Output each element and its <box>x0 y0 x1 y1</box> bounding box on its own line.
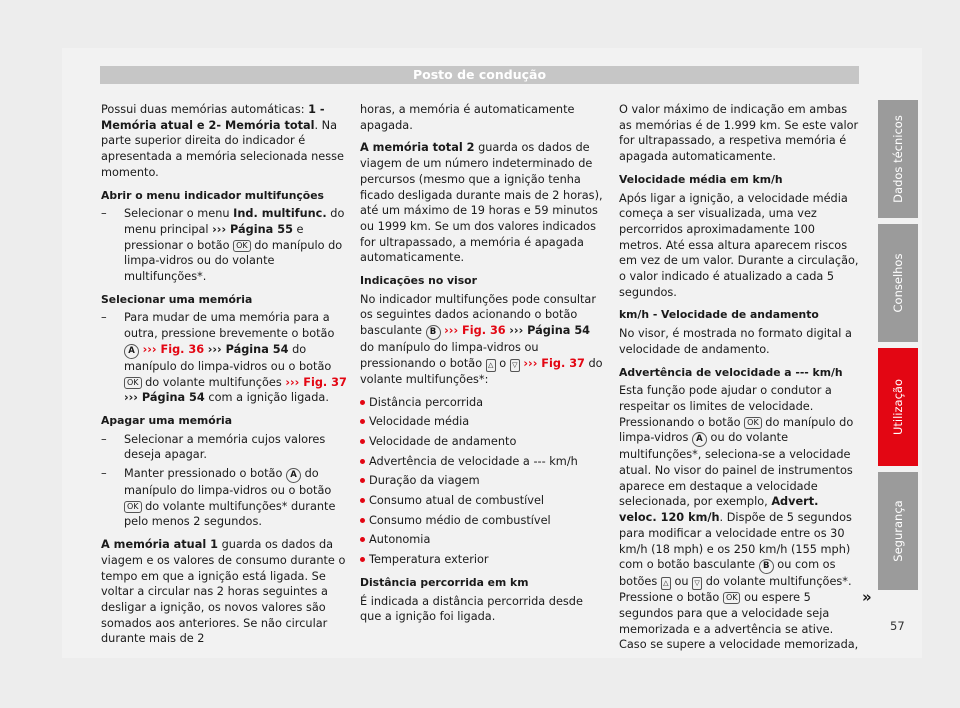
bullet-icon <box>360 459 365 464</box>
bullet-icon <box>360 498 365 503</box>
section-heading: Apagar uma memória <box>101 413 233 427</box>
page-link[interactable]: ››› Página 54 <box>509 324 591 338</box>
dash-list <box>101 432 347 531</box>
ok-key-icon: OK <box>124 501 142 513</box>
bullet-icon <box>360 537 365 542</box>
paragraph: É indicada a distância percorrida desde que a ignição foi ligada. <box>360 594 583 624</box>
paragraph: A memória atual 1 guarda os dados da viagem e os valores de consumo durante o tempo em que a ignição está ligada. Se voltar a circular nas 2 horas seguintes a desligar a ignição, os novos valores são somados aos anteriores. Se não circular durante mais de 2 <box>101 538 346 646</box>
tab-dados-tecnicos[interactable]: Dados técnicos <box>878 100 918 218</box>
down-arrow-key-icon: ▽ <box>510 359 520 372</box>
section-heading: Indicações no visor <box>360 274 477 288</box>
ok-key-icon: OK <box>744 417 762 429</box>
section-heading: Abrir o menu indicador multifunções <box>101 188 324 202</box>
section-heading: Advertência de velocidade a --- km/h <box>619 365 843 379</box>
column-1 <box>101 102 347 654</box>
up-arrow-key-icon: △ <box>486 359 496 372</box>
page-link[interactable]: ››› Página 54 <box>207 342 289 356</box>
figure-link[interactable]: ››› Fig. 36 <box>444 324 506 338</box>
figure-link[interactable]: ››› Fig. 36 <box>142 342 205 356</box>
button-b-icon: B <box>759 559 774 574</box>
page-number: 57 <box>890 619 905 633</box>
list-item: Velocidade de andamento <box>360 434 606 450</box>
figure-link[interactable]: ››› Fig. 37 <box>285 375 347 389</box>
bullet-icon <box>360 557 365 562</box>
bullet-list <box>360 395 606 568</box>
page-header: Posto de condução <box>100 66 859 84</box>
button-b-icon: B <box>426 325 441 340</box>
bullet-icon <box>360 478 365 483</box>
list-item: Advertência de velocidade a --- km/h <box>360 454 606 470</box>
section-heading: km/h - Velocidade de andamento <box>619 308 819 322</box>
section-heading: Distância percorrida em km <box>360 575 529 589</box>
tab-utilizacao[interactable]: Utilização <box>878 348 918 466</box>
tab-seguranca[interactable]: Segurança <box>878 472 918 590</box>
list-item: – Manter pressionado o botão A do manípulo do limpa-vidros ou o botão OK do volante multifunções* durante pelo menos 2 segundos. <box>101 467 336 529</box>
button-a-icon: A <box>692 432 707 447</box>
list-item: Autonomia <box>360 532 606 548</box>
bullet-icon <box>360 400 365 405</box>
column-2 <box>360 102 606 632</box>
paragraph: Possui duas memórias automáticas: 1 - Memória atual e 2- Memória total. Na parte superior direita do indicador é apresentada a memória selecionada nesse momento. <box>101 103 344 179</box>
figure-link[interactable]: ››› Fig. 37 <box>523 356 585 370</box>
down-arrow-key-icon: ▽ <box>692 577 702 590</box>
list-item: – Para mudar de uma memória para a outra, pressione brevemente o botão A ››› Fig. 36 ››› Página 54 do manípulo do limpa-vidros ou o botão OK do volante multifunções ››› Fig. 37 ››› Página 54 com a ignição ligada. <box>101 311 347 405</box>
tab-conselhos[interactable]: Conselhos <box>878 224 918 342</box>
paragraph: Após ligar a ignição, a velocidade média começa a ser visualizada, uma vez percorridos aproximadamente 100 metros. Até essa altura aparecem riscos em vez de um valor. Durante a circulação, o valor indicado é atualizado a cada 5 segundos. <box>619 191 859 299</box>
list-item: Velocidade média <box>360 414 606 430</box>
ok-key-icon: OK <box>723 592 741 604</box>
list-item: Consumo atual de combustível <box>360 493 606 509</box>
section-heading: Velocidade média em km/h <box>619 172 783 186</box>
paragraph: No indicador multifunções pode consultar os seguintes dados acionando o botão basculante B ››› Fig. 36 ››› Página 54 do manípulo do limpa-vidros ou pressionando o botão △ o ▽ ››› Fig. 37 do volante multifunções*: <box>360 292 603 386</box>
page-link[interactable]: ››› Página 55 <box>212 222 293 236</box>
dash-list <box>101 310 347 406</box>
button-a-icon: A <box>124 344 139 359</box>
bullet-icon <box>360 419 365 424</box>
paragraph: O valor máximo de indicação em ambas as memórias é de 1.999 km. Se este valor for ultrapassado, a respetiva memória é apagada automaticamente. <box>619 103 859 164</box>
paragraph: Esta função pode ajudar o condutor a respeitar os limites de velocidade. Pressionando o botão OK do manípulo do limpa-vidros A ou do volante multifunções*, seleciona-se a velocidade atual. No visor do painel de instrumentos aparece em destaque a velocidade selecionada, por exemplo, Advert. veloc. 120 km/h. Dispõe de 5 segundos para modificar a velocidade entre os 30 km/h (18 mph) e os 250 km/h (155 mph) com o botão basculante B ou com os botões △ ou ▽ do volante multifunções*. Pressione o botão OK ou espere 5 segundos para que a velocidade seja memorizada e a advertência se ative. Caso se supere a velocidade memorizada, <box>619 384 859 652</box>
dash-list <box>101 206 347 285</box>
up-arrow-key-icon: △ <box>661 577 671 590</box>
list-item: Distância percorrida <box>360 395 606 411</box>
paragraph: A memória total 2 guarda os dados de viagem de um número indeterminado de percursos (mesmo que a ignição tenha ficado desligada durante mais de 2 horas), até um máximo de 19 horas e 59 minutos ou 1999 km. Se um dos valores indicados for ultrapassado, a memória é apagada automaticamente. <box>360 141 603 265</box>
ok-key-icon: OK <box>233 240 251 252</box>
paragraph: horas, a memória é automaticamente apagada. <box>360 103 575 132</box>
list-item: Consumo médio de combustível <box>360 513 606 529</box>
list-item: – Selecionar o menu Ind. multifunc. do menu principal ››› Página 55 e pressionar o botão OK do manípulo do limpa-vidros ou do volante multifunções*. <box>101 207 345 284</box>
section-heading: Selecionar uma memória <box>101 292 253 306</box>
continued-marker: » <box>862 588 872 606</box>
bullet-icon <box>360 518 365 523</box>
page-link[interactable]: ››› Página 54 <box>124 391 205 405</box>
list-item: Duração da viagem <box>360 473 606 489</box>
list-item: Temperatura exterior <box>360 552 606 568</box>
ok-key-icon: OK <box>124 377 142 389</box>
button-a-icon: A <box>286 468 301 483</box>
list-item: – Selecionar a memória cujos valores deseja apagar. <box>101 432 326 462</box>
column-3 <box>619 102 859 660</box>
bullet-icon <box>360 439 365 444</box>
paragraph: No visor, é mostrada no formato digital a velocidade de andamento. <box>619 327 852 356</box>
